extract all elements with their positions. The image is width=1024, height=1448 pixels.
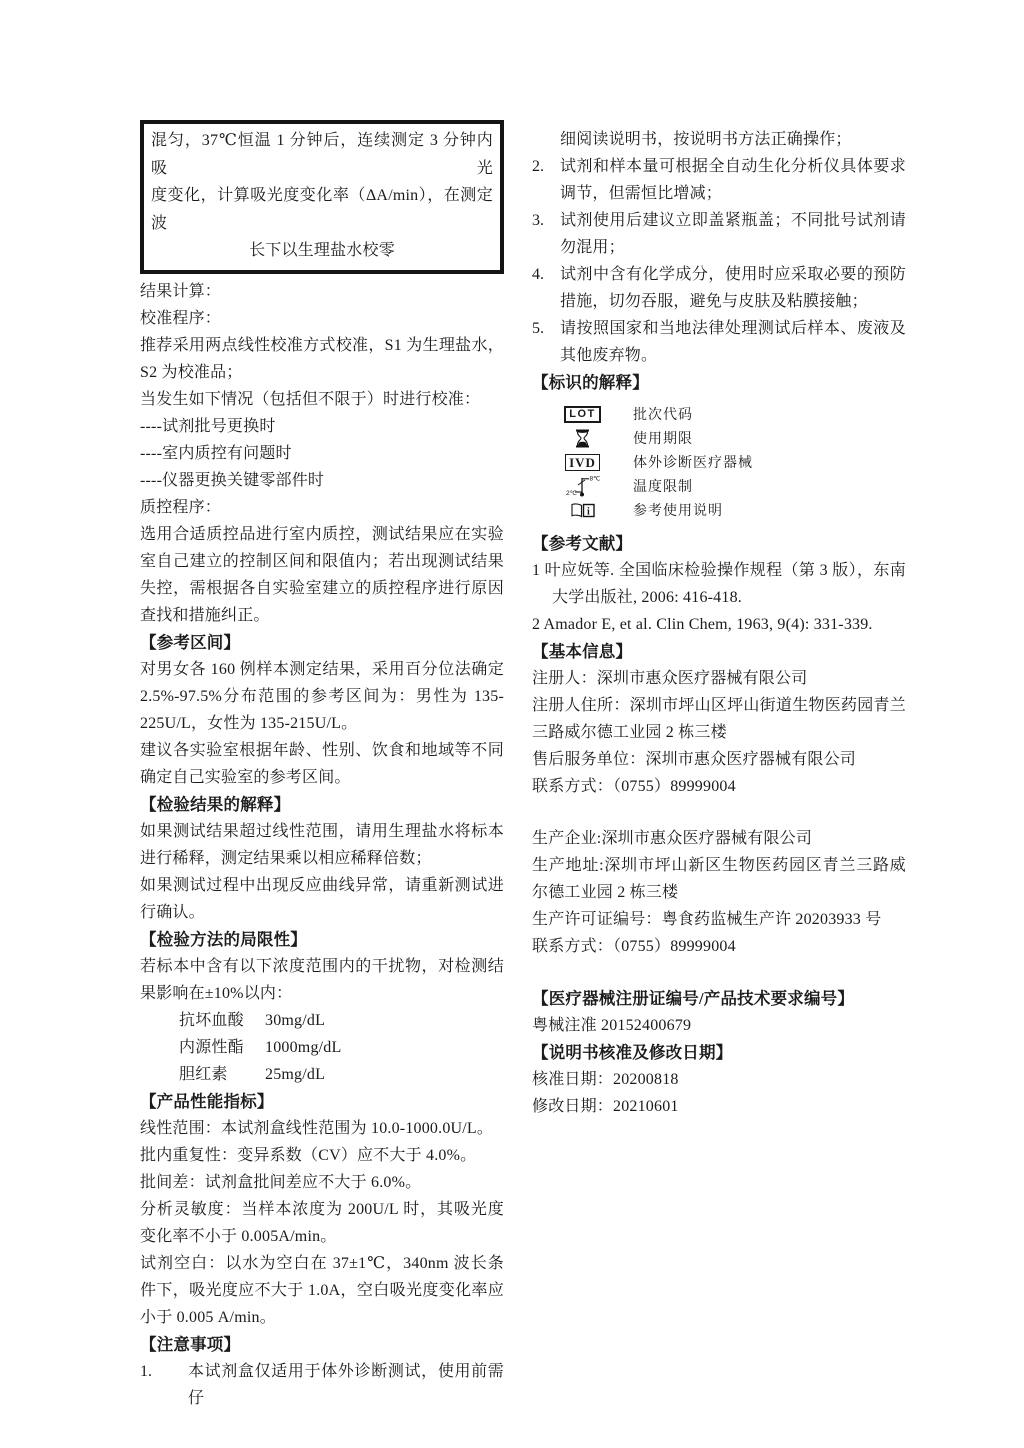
list-item: ----仪器更换关键零部件时	[140, 471, 325, 489]
svg-text:8℃: 8℃	[589, 475, 600, 483]
interferent-value: 1000mg/dL	[265, 1038, 342, 1056]
section-heading-performance: 【产品性能指标】	[140, 1091, 274, 1111]
interferent-row	[140, 1061, 504, 1088]
ivd-icon: IVD	[565, 454, 600, 471]
paragraph: 当发生如下情况（包括但不限于）时进行校准：	[140, 390, 481, 408]
interferent-row	[140, 1007, 504, 1034]
interferent-name: 抗坏血酸	[179, 1011, 244, 1029]
paragraph: 如果测试结果超过线性范围，请用生理盐水将标本进行稀释，测定结果乘以相应稀释倍数；	[140, 822, 504, 867]
result-calc-label: 结果计算：	[140, 282, 222, 300]
svg-text:2℃: 2℃	[565, 490, 577, 497]
note-box-line: 混匀，37℃恒温 1 分钟后，连续测定 3 分钟内吸光	[151, 132, 493, 177]
paragraph: 推荐采用两点线性校准方式校准，S1 为生理盐水，S2 为校准品；	[140, 336, 504, 381]
note-text: 试剂使用后建议立即盖紧瓶盖；不同批号试剂请勿混用；	[560, 212, 906, 256]
qc-title: 质控程序：	[140, 498, 222, 516]
svg-text:i: i	[586, 506, 590, 517]
interferent-row	[140, 1034, 504, 1061]
symbol-label: 使用期限	[633, 432, 693, 447]
approval-date: 核准日期：20200818	[532, 1071, 679, 1088]
numbered-note	[532, 207, 906, 261]
list-item: ----试剂批号更换时	[140, 417, 276, 435]
section-heading-registration-number: 【医疗器械注册证编号/产品技术要求编号】	[532, 989, 855, 1008]
paragraph: 线性范围：本试剂盒线性范围为 10.0-1000.0U/L。	[140, 1119, 494, 1137]
numbered-note	[532, 261, 906, 315]
section-heading-reference-interval: 【参考区间】	[140, 632, 241, 652]
note-number: 1.	[140, 1362, 152, 1380]
note-number: 3.	[532, 212, 544, 229]
note-number: 2.	[532, 158, 544, 175]
manufacturer-line: 生产企业:深圳市惠众医疗器械有限公司	[532, 830, 813, 847]
reference-entry: 1 叶应妩等. 全国临床检验操作规程（第 3 版），东南大学出版社, 2006: 416-418.	[532, 562, 906, 606]
contact-line: 联系方式：（0755）89999004	[532, 778, 736, 795]
symbol-label: 批次代码	[633, 408, 693, 423]
temperature-limit-icon	[532, 474, 633, 498]
production-license-line: 生产许可证编号：粤食药监械生产许 20203933 号	[532, 911, 882, 928]
paragraph: 对男女各 160 例样本测定结果，采用百分位法确定 2.5%-97.5%分布范围的参考区间为：男性为 135-225U/L，女性为 135-215U/L。	[140, 660, 504, 732]
paragraph: 试剂空白：以水为空白在 37±1℃，340nm 波长条件下，吸光度应不大于 1.0A，空白吸光度变化率应小于 0.005 A/min。	[140, 1254, 504, 1326]
section-heading-approval-dates: 【说明书核准及修改日期】	[532, 1043, 733, 1062]
procedure-note-box	[140, 120, 504, 274]
paragraph: 批间差：试剂盒批间差应不大于 6.0%。	[140, 1173, 422, 1191]
note-number: 4.	[532, 266, 544, 283]
numbered-note	[532, 315, 906, 369]
symbol-label: 体外诊断医疗器械	[633, 456, 753, 471]
reference-entry: 2 Amador E, et al. Clin Chem, 1963, 9(4): 331-339.	[532, 616, 873, 633]
note-number: 5.	[532, 320, 544, 337]
note-text: 请按照国家和当地法律处理测试后样本、废液及其他废弃物。	[560, 320, 906, 364]
note-box-line: 度变化，计算吸光度变化率（ΔA/min），在测定波	[151, 187, 493, 232]
registrant-address-line: 注册人住所：深圳市坪山区坪山街道生物医药园青兰三路威尔德工业园 2 栋三楼	[532, 697, 906, 741]
symbol-row	[532, 426, 906, 450]
left-column	[140, 120, 504, 1412]
section-heading-basic-info: 【基本信息】	[532, 642, 633, 661]
note-box-line: 长下以生理盐水校零	[249, 242, 395, 259]
registrant-line: 注册人：深圳市惠众医疗器械有限公司	[532, 670, 808, 687]
note-text: 本试剂盒仅适用于体外诊断测试，使用前需仔	[188, 1362, 504, 1407]
symbol-label: 参考使用说明	[633, 504, 723, 519]
interferent-name: 胆红素	[179, 1065, 228, 1083]
hourglass-icon	[532, 429, 633, 448]
section-heading-symbols: 【标识的解释】	[532, 373, 649, 392]
registration-number: 粤械注准 20152400679	[532, 1017, 692, 1034]
symbol-row	[532, 402, 906, 426]
contact-line: 联系方式：（0755）89999004	[532, 938, 736, 955]
list-item: ----室内质控有问题时	[140, 444, 292, 462]
right-column	[532, 126, 906, 1120]
section-heading-precautions: 【注意事项】	[140, 1334, 241, 1354]
paragraph: 若标本中含有以下浓度范围内的干扰物，对检测结果影响在±10%以内：	[140, 957, 504, 1002]
symbol-row	[532, 498, 906, 522]
note-text: 试剂和样本量可根据全自动生化分析仪具体要求调节，但需恒比增减；	[560, 158, 906, 202]
paragraph: 选用合适质控品进行室内质控，测试结果应在实验室自己建立的控制区间和限值内；若出现测试结果失控，需根据各自实验室建立的质控程序进行原因查找和措施纠正。	[140, 525, 504, 624]
section-heading-references: 【参考文献】	[532, 534, 633, 553]
note-continuation: 细阅读说明书，按说明书方法正确操作；	[560, 131, 852, 148]
after-sales-line: 售后服务单位：深圳市惠众医疗器械有限公司	[532, 751, 857, 768]
paragraph: 如果测试过程中出现反应曲线异常，请重新测试进行确认。	[140, 876, 504, 921]
paragraph: 建议各实验室根据年龄、性别、饮食和地域等不同确定自己实验室的参考区间。	[140, 741, 504, 786]
calibration-title: 校准程序：	[140, 309, 222, 327]
manufacturing-address-line: 生产地址:深圳市坪山新区生物医药园区青兰三路威尔德工业园 2 栋三楼	[532, 857, 906, 901]
consult-instructions-icon	[532, 502, 633, 519]
numbered-note	[140, 1358, 504, 1412]
symbol-row	[532, 450, 906, 474]
section-heading-result-interpretation: 【检验结果的解释】	[140, 794, 291, 814]
symbols-table	[532, 402, 906, 522]
lot-icon: LOT	[564, 406, 601, 423]
symbol-row	[532, 474, 906, 498]
symbol-label: 温度限制	[633, 480, 693, 495]
note-text: 试剂中含有化学成分，使用时应采取必要的预防措施，切勿吞服，避免与皮肤及粘膜接触；	[560, 266, 906, 310]
interferent-value: 25mg/dL	[265, 1065, 326, 1083]
paragraph: 批内重复性：变异系数（CV）应不大于 4.0%。	[140, 1146, 477, 1164]
revision-date: 修改日期：20210601	[532, 1098, 679, 1115]
section-heading-limitations: 【检验方法的局限性】	[140, 929, 307, 949]
interferent-name: 内源性酯	[179, 1038, 244, 1056]
paragraph: 分析灵敏度：当样本浓度为 200U/L 时，其吸光度变化率不小于 0.005A/min。	[140, 1200, 504, 1245]
numbered-note	[532, 153, 906, 207]
interferent-value: 30mg/dL	[265, 1011, 326, 1029]
